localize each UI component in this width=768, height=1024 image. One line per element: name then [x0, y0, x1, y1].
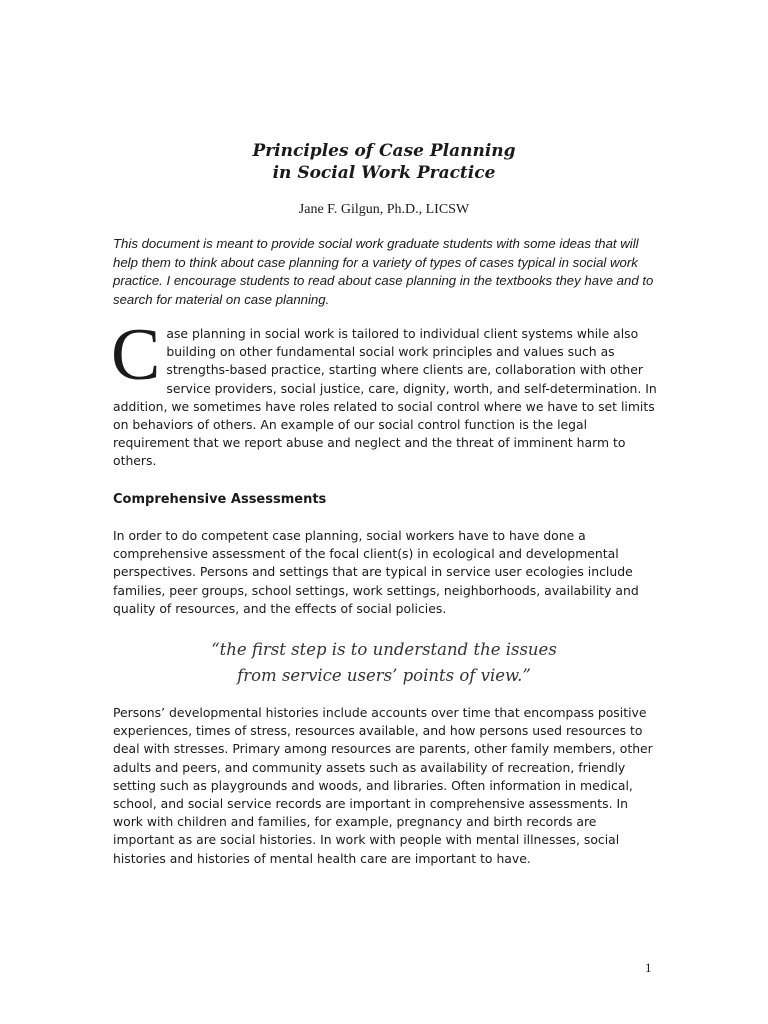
title-line-1: Principles of Case Planning [252, 141, 516, 161]
pull-quote [0, 637, 768, 689]
drop-cap: C [111, 314, 161, 396]
section-heading-comprehensive-assessments: Comprehensive Assessments [113, 492, 327, 507]
page-number: 1 [645, 960, 652, 975]
pull-quote-line-1: “the first step is to understand the issues [211, 640, 557, 659]
paragraph-case-planning-text: ase planning in social work is tailored to individual client systems while also building on other fundamental social work principles and values such as strengths-based practice, starting where clients are, collaboration with other service providers, social justice, care, dignity, worth, and self-determination. In addition, we sometimes have roles related to social control where we have to set limits on behaviors of others. An example of our social control function is the legal requirement that we report abuse and neglect and the threat of imminent harm to others. [113, 326, 657, 469]
paragraph-assessments: In order to do competent case planning, social workers have to have done a comprehensive assessment of the focal client(s) in ecological and developmental perspectives. Persons and settings that are typical in service user ecologies include families, peer groups, school settings, work settings, neighborhoods, availability and quality of resources, and the effects of social policies. [113, 528, 639, 616]
author-line: Jane F. Gilgun, Ph.D., LICSW [298, 202, 470, 217]
pull-quote-line-2: from service users’ points of view.” [237, 666, 531, 685]
paragraph-case-planning [111, 314, 657, 471]
title-line-2: in Social Work Practice [272, 163, 496, 183]
paragraph-developmental-histories: Persons’ developmental histories include accounts over time that encompass positive experiences, times of stress, resources available, and how persons used resources to deal with stresses. Primary among resources are parents, other family members, other adults and peers, and community assets such as availability of recreation, friendly setting such as playgrounds and woods, and libraries. Often information in medical, school, and social service records are important in comprehensive assessments. In work with children and families, for example, pregnancy and birth records are important as are social histories. In work with people with mental illnesses, social histories and histories of mental health care are important to have. [113, 705, 653, 866]
intro-paragraph: This document is meant to provide social work graduate students with some ideas that will help them to think about case planning for a variety of types of cases typical in social work practice. I encourage students to read about case planning in the textbooks they have and to search for material on case planning. [113, 236, 654, 307]
